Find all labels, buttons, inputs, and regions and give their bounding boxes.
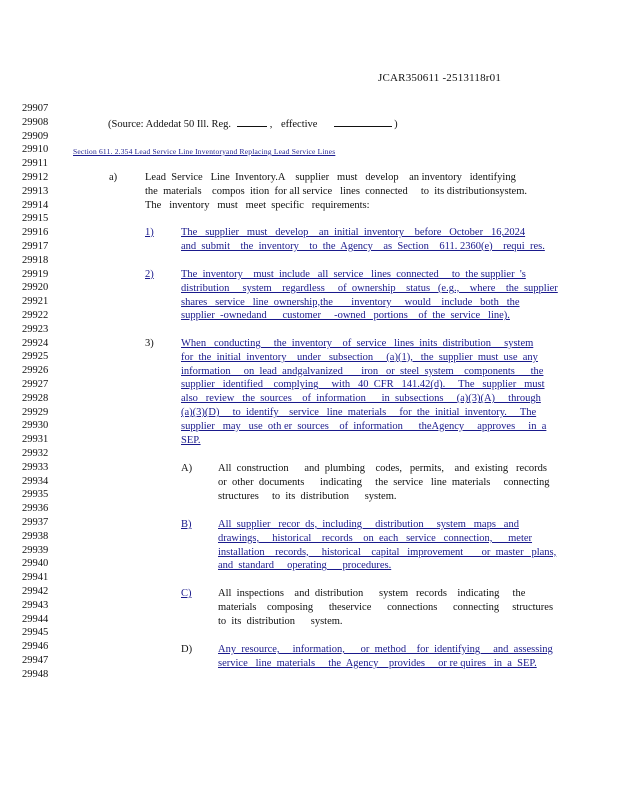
line-number: 29939 (22, 544, 49, 556)
subsection-a-label: a) (109, 172, 118, 183)
text-line: All supplier recor ds, including distribution system maps and (218, 519, 519, 530)
line-number: 29908 (22, 116, 49, 128)
line-number: 29944 (22, 613, 49, 625)
line-number: 29912 (22, 172, 49, 183)
text-line: SEP. (181, 434, 201, 446)
line-number: 29942 (22, 586, 49, 597)
text-line: or other documents indicating the service line materials connecting (218, 476, 550, 488)
line-number: 29925 (22, 351, 49, 363)
line-number: 29924 (22, 337, 49, 349)
line-number: 29947 (22, 655, 49, 666)
text-line: structures to its distribution system. (218, 490, 397, 502)
text-line: distribution system regardless of ownership status (e.g., where the supplier (181, 282, 558, 294)
line-number: 29929 (22, 406, 49, 418)
item-A-label: A) (181, 463, 193, 474)
line-number: 29913 (22, 185, 49, 197)
line-number: 29915 (22, 213, 49, 225)
text-line: and submit the inventory to the Agency as Section 611. 2360(e) requi res. (181, 240, 545, 252)
item-3-label: 3) (145, 338, 154, 349)
line-number: 29935 (22, 489, 49, 501)
text-line: and standard operating procedures. (218, 560, 392, 572)
item-1-label: 1) (145, 227, 154, 238)
register-blank (237, 116, 267, 127)
line-number: 29938 (22, 530, 49, 542)
line-number: 29933 (22, 461, 49, 473)
text-line: installation records, historical capital improvement or master plans, (218, 546, 557, 558)
line-number: 29922 (22, 310, 49, 321)
source-line: (Source: Addedat 50 Ill. Reg. , effective ) (108, 116, 398, 132)
line-number: 29909 (22, 130, 49, 142)
line-number: 29907 (22, 103, 49, 114)
line-number: 29911 (22, 158, 48, 170)
source-prefix: (Source: Addedat 50 Ill. Reg. (108, 119, 232, 130)
text-line: information on lead andgalvanized iron or steel system components the (181, 365, 544, 377)
text-line: also review the sources of information in subsections (a)(3)(A) through (181, 393, 541, 405)
text-line: The inventory must include all service lines connected to the supplier 's (181, 269, 526, 280)
item-D-label: D) (181, 644, 193, 655)
line-number: 29936 (22, 503, 49, 515)
line-number: 29919 (22, 268, 49, 280)
date-blank (334, 116, 392, 127)
line-number: 29934 (22, 475, 49, 487)
text-line: All inspections and distribution system records indicating the (218, 588, 526, 599)
text-line: The supplier must develop an initial inventory before October 16,2024 (181, 227, 526, 238)
text-line: drawings, historical records on each service connection, meter (218, 532, 533, 544)
text-line: supplier identified complying with 40 CFR 141.42(d). The supplier must (181, 379, 545, 391)
line-number: 29910 (22, 144, 49, 156)
item-C-label: C) (181, 588, 192, 599)
text-line: service line materials the Agency provides or re quires in a SEP. (218, 657, 537, 669)
line-number: 29931 (22, 434, 49, 446)
line-number: 29926 (22, 365, 49, 377)
line-number: 29928 (22, 392, 49, 404)
line-number: 29946 (22, 641, 49, 653)
text-line: (a)(3)(D) to identify service line materials for the initial inventory. The (181, 407, 537, 418)
line-number: 29927 (22, 379, 49, 390)
text-line: supplier -ownedand customer -owned portions of the service line). (181, 310, 510, 322)
text-line: Any resource, information, or method for identifying and assessing (218, 644, 553, 655)
item-2-label: 2) (145, 269, 154, 280)
document-header: JCAR350611 -2513118r01 (378, 72, 502, 84)
line-number: 29932 (22, 448, 49, 459)
line-number: 29920 (22, 282, 49, 294)
line-number: 29918 (22, 254, 49, 266)
item-B-label: B) (181, 519, 192, 530)
text-line: to its distribution system. (218, 615, 343, 627)
line-number: 29941 (22, 572, 49, 584)
line-number: 29940 (22, 558, 49, 570)
source-close: ) (394, 119, 398, 130)
text-line: materials composing theservice connections connecting structures (218, 601, 554, 613)
text-line: for the initial inventory under subsection (a)(1), the supplier must use any (181, 351, 538, 363)
text-line: Lead Service Line Inventory.A supplier must develop an inventory identifying (145, 172, 516, 183)
text-line: When conducting the inventory of service lines inits distribution system (181, 338, 534, 349)
section-heading: Section 611. 2.354 Lead Service Line Inventoryand Replacing Lead Service Lines (73, 147, 336, 156)
line-number: 29914 (22, 199, 49, 211)
text-line: the materials compos ition for all service lines connected to its distributionsystem. (145, 185, 528, 197)
line-number: 29921 (22, 296, 49, 308)
text-line: shares service line ownership,the inventory would include both the (181, 296, 520, 308)
line-number: 29948 (22, 668, 49, 680)
text-line: supplier may use oth er sources of information theAgency approves in a (181, 420, 547, 432)
line-number: 29945 (22, 627, 49, 639)
line-number: 29930 (22, 420, 49, 432)
source-effective: effective (280, 119, 318, 130)
line-number: 29917 (22, 241, 49, 252)
text-line: The inventory must meet specific requirements: (145, 199, 370, 211)
text-line: All construction and plumbing codes, permits, and existing records (218, 463, 547, 474)
line-number: 29916 (22, 227, 49, 239)
line-number: 29923 (22, 323, 49, 335)
line-number: 29937 (22, 517, 49, 528)
line-number: 29943 (22, 599, 49, 611)
